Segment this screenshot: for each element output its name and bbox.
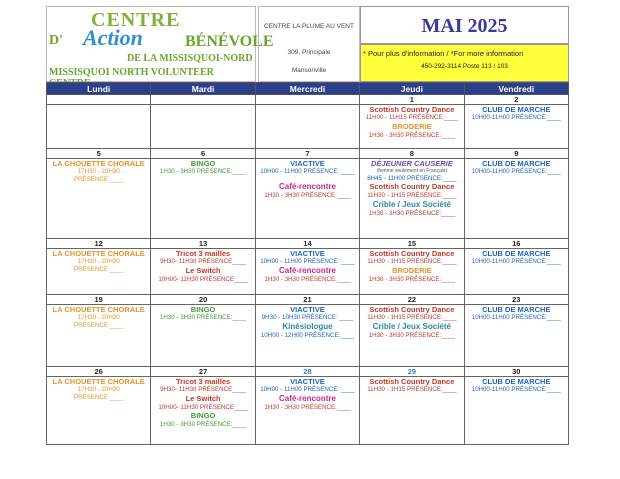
day-cell [255,105,359,149]
activity-title: DÉJEUNER CAUSERIE [371,159,453,168]
activity-title: Scottish Country Dance [369,182,455,192]
week-date-row [47,239,569,249]
address-block [258,6,360,82]
date-number: 15 [360,239,464,249]
weekday-header: Lundi [47,83,151,95]
activity-title: LA CHOUETTE CHORALE [52,305,145,314]
logo-line-centre: CENTRE [91,9,181,31]
activity-title: Scottish Country Dance [369,377,455,386]
week-date-row [47,149,569,159]
activity-title: Scottish Country Dance [369,305,455,314]
activity-detail: 1H30 - 3H30 PRÉSENCE:____ [159,168,247,176]
day-cell [151,159,255,239]
activity-detail: 17H30 - 20H30 [77,168,120,176]
day-cell [360,249,464,295]
activity-title: Le Switch [185,266,221,276]
address-town: Mansonville [291,67,327,74]
weekday-header: Mercredi [255,83,359,95]
activity-title: Café-rencontre [279,394,336,404]
activity-title: Crible / Jeux Société [372,322,451,332]
activity-detail: 9H30- 11H30 PRÉSENCE____ [160,386,247,394]
activity-title: Café-rencontre [279,182,336,192]
day-cell [47,305,151,367]
day-cell [464,105,568,149]
activity-detail: 1H30 - 3H30 PRÉSENCE:____ [368,275,456,283]
week-date-row [47,367,569,377]
activity-title: Scottish Country Dance [369,249,455,258]
activity-title: VIACTIVE [290,305,325,314]
date-number: 7 [255,149,359,159]
week-date-row [47,295,569,305]
activity-detail: 1H30 - 3H30 PRÉSENCE:____ [159,420,247,428]
activity-title: CLUB DE MARCHE [482,105,551,114]
activity-detail: 1H30 - 3H30 PRÉSENCE:____ [368,131,456,139]
activity-detail: 11H30 - 1H15 PRÉSENCE:____ [367,191,457,199]
activity-detail: 10H00- 11H30 PRÉSENCE____ [158,275,248,283]
day-cell [151,249,255,295]
date-number [47,95,151,105]
date-number: 5 [47,149,151,159]
weekday-header-row [47,83,569,95]
date-number: 21 [255,295,359,305]
date-number: 8 [360,149,464,159]
day-cell [47,159,151,239]
date-number: 13 [151,239,255,249]
date-number: 23 [464,295,568,305]
info-text: * Pour plus d'information / *For more information [363,49,524,58]
activity-title: Kinésiologue [282,322,333,332]
weekday-header: Vendredi [464,83,568,95]
address-street: 309, Principale [287,49,331,56]
activity-detail: 11H30 - 1H15 PRÉSENCE:____ [367,314,457,322]
activity-detail: 11H30 - 1H15 PRÉSENCE:____ [367,258,457,266]
activity-title: VIACTIVE [290,249,325,258]
date-number: 30 [464,367,568,377]
centre-logo [46,6,274,82]
day-cell [151,105,255,149]
activity-title: BINGO [190,305,216,314]
info-box [360,44,569,82]
activity-detail: 8H45 - 11H00 PRÉSENCE:____ [367,174,457,182]
activity-title: CLUB DE MARCHE [482,305,551,314]
day-cell [255,249,359,295]
day-cell [255,377,359,445]
activity-detail: 11H30 - 1H15 PRÉSENCE:____ [367,386,457,394]
day-cell [464,305,568,367]
activity-detail: PRÉSENCE ____ [73,322,124,330]
activity-detail: 17H30 - 20H30 [77,314,120,322]
date-number: 14 [255,239,359,249]
date-number: 2 [464,95,568,105]
activity-detail: PRÉSENCE ____ [73,394,124,402]
date-number: 28 [255,367,359,377]
activity-title: Crible / Jeux Société [372,199,451,209]
activity-title: BINGO [190,159,216,168]
activity-detail: 17H30 - 20H30 [77,386,120,394]
activity-detail: 10H00-11H00 PRÉSENCE:____ [471,114,561,122]
calendar-table [46,82,569,445]
date-number: 16 [464,239,568,249]
activity-detail: PRÉSENCE ____ [73,266,124,274]
day-cell [360,305,464,367]
day-cell [360,377,464,445]
date-number: 12 [47,239,151,249]
day-cell [151,305,255,367]
date-number [255,95,359,105]
date-number [151,95,255,105]
activity-title: LA CHOUETTE CHORALE [52,159,145,168]
logo-line-missisquoi: DE LA MISSISQUOI-NORD [127,53,253,64]
weekday-header: Mardi [151,83,255,95]
week-events-row [47,105,569,149]
week-events-row [47,305,569,367]
activity-detail: 9H30 - 10H30 PRÉSENCE: ____ [261,314,354,322]
logo-line-action: Action [83,25,143,50]
calendar-body [47,95,569,445]
week-events-row [47,249,569,295]
activity-detail: 10H00-11H00 PRÉSENCE:____ [471,314,561,322]
activity-detail: 10H00-11H00 PRÉSENCE:____ [471,386,561,394]
date-number: 6 [151,149,255,159]
activity-title: VIACTIVE [290,159,325,168]
activity-detail: PRÉSENCE ____ [73,176,124,184]
info-phone: 450-292-3114 Poste 113 / 103 [421,63,508,70]
activity-detail: 10H00-11H00 PRÉSENCE:____ [471,258,561,266]
activity-detail: 11H00 - 11H15 PRÉSENCE:____ [365,114,459,122]
week-events-row [47,377,569,445]
date-number: 26 [47,367,151,377]
activity-title: BRODERIE [392,122,432,132]
activity-detail: 10H00 - 11H00 PRÉSENCE: ____ [260,168,355,176]
activity-detail: (femme seulement en Français) [376,168,448,175]
day-cell [360,105,464,149]
page-header [46,6,569,82]
activity-title: Café-rencontre [279,266,336,276]
activity-title: BINGO [190,411,216,421]
activity-detail: 10H00 - 11H00 PRÉSENCE: ____ [260,258,355,266]
date-number: 27 [151,367,255,377]
date-number: 1 [360,95,464,105]
date-number: 29 [360,367,464,377]
date-number: 22 [360,295,464,305]
activity-title: Le Switch [185,394,221,404]
activity-detail: 1H30 - 3H30 PRÉSENCE:____ [264,404,351,412]
weekday-header: Jeudi [360,83,464,95]
activity-detail: 1H30 - 3H30 PRÉSENCE:____ [368,209,456,217]
day-cell [464,249,568,295]
date-number: 9 [464,149,568,159]
activity-title: LA CHOUETTE CHORALE [52,377,145,386]
logo-line-benevole: BÉNÉVOLE [185,33,274,50]
logo-line-d: D' [49,33,63,48]
activity-detail: 1H30 - 3H30 PRÉSENCE:____ [264,192,351,200]
week-events-row [47,159,569,239]
day-cell [47,249,151,295]
activity-title: CLUB DE MARCHE [482,377,551,386]
activity-title: CLUB DE MARCHE [482,159,551,168]
activity-detail: 1H30 - 3H30 PRÉSENCE:____ [159,314,247,322]
activity-detail: 10H00 - 11H00 PRÉSENCE: ____ [260,386,355,394]
activity-detail: 10H00 - 12H00 PRÉSENCE:____ [260,332,355,340]
address-venue: CENTRE LA PLUME AU VENT [264,23,354,30]
activity-detail: 10H00-11H00 PRÉSENCE:____ [471,168,561,176]
date-number: 19 [47,295,151,305]
date-number: 20 [151,295,255,305]
activity-title: CLUB DE MARCHE [482,249,551,258]
week-date-row [47,95,569,105]
activity-detail: 17H30 - 20H30 [77,258,120,266]
activity-title: LA CHOUETTE CHORALE [52,249,145,258]
activity-title: BRODERIE [392,266,432,276]
day-cell [47,105,151,149]
activity-title: Tricot 3 mailles [175,249,231,258]
day-cell [151,377,255,445]
activity-detail: 1H30 - 3H30 PRÉSENCE:____ [368,332,456,340]
day-cell [255,159,359,239]
activity-detail: 1H30 - 3H30 PRÉSENCE:____ [264,276,351,284]
day-cell [464,377,568,445]
activity-title: Scottish Country Dance [369,105,455,114]
activity-title: VIACTIVE [290,377,325,386]
activity-title: Tricot 3 mailles [175,377,231,386]
day-cell [47,377,151,445]
day-cell [360,159,464,239]
day-cell [464,159,568,239]
activity-detail: 9H30- 11H30 PRÉSENCE____ [160,258,247,266]
day-cell [255,305,359,367]
month-title: MAI 2025 [360,6,569,44]
activity-detail: 10H00- 11H30 PRÉSENCE____ [158,403,248,411]
logo-line-english: MISSISQUOI NORTH VOLUNTEER [49,67,214,78]
